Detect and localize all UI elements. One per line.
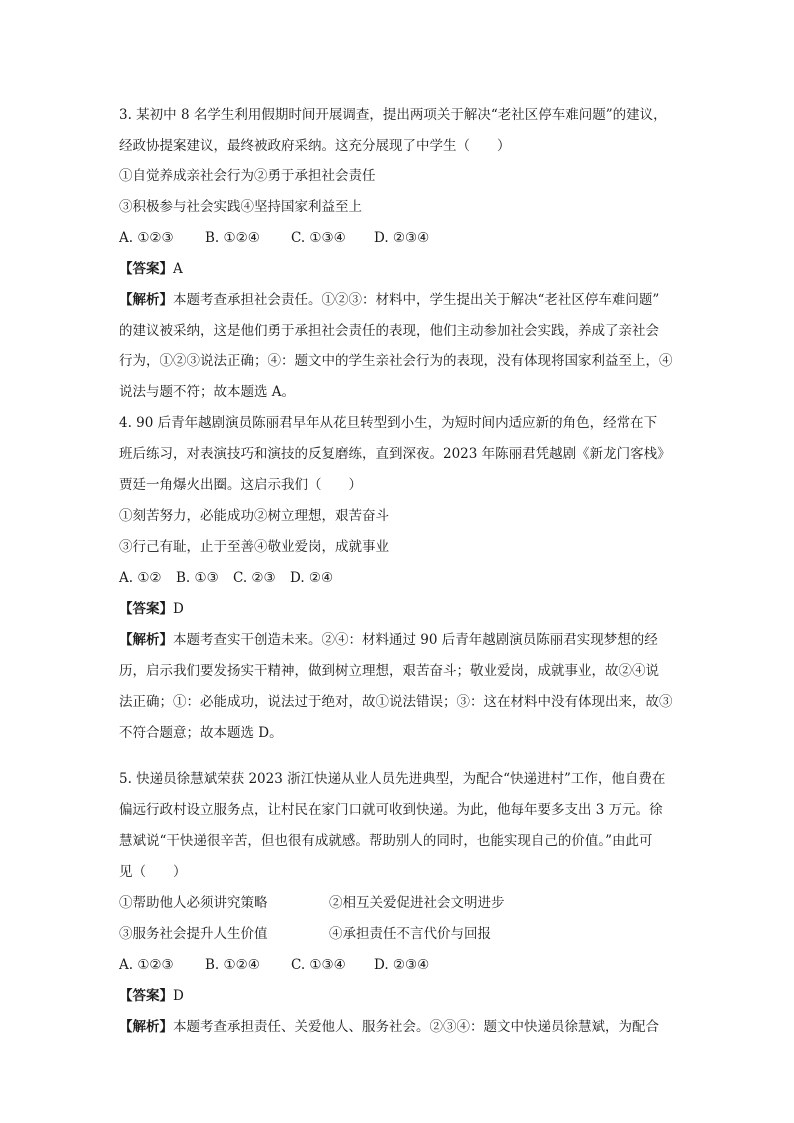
q5-choices	[119, 955, 429, 975]
q5-option-1: ①帮助他人必须讲究策略	[119, 895, 268, 911]
q3-option-line-2: ③积极参与社会实践④坚持国家利益至上	[119, 199, 362, 215]
q5-choice-c: C. ①③④	[291, 957, 346, 973]
q5-option-2: ②相互关爱促进社会文明进步	[329, 895, 505, 911]
q3-choices	[119, 228, 429, 248]
q4-analysis-line-1	[119, 630, 658, 650]
q4-answer	[119, 599, 184, 619]
q3-analysis-line-1	[119, 290, 659, 310]
q4-stem-line-1: 4. 90 后青年越剧演员陈丽君早年从花旦转型到小生，为短时间内适应新的角色，经常在下	[119, 415, 658, 431]
q5-stem-line-2: 偏远行政村设立服务点，让村民在家门口就可收到快递。为此，他每年要多支出 3 万元。徐	[119, 802, 663, 818]
q4-stem-line-3: 贾廷一角爆火出圈。这启示我们（ ）	[119, 477, 362, 493]
q4-answer-label: 【答案】	[119, 601, 173, 617]
q5-analysis-text-1: 本题考查承担责任、关爱他人、服务社会。②③④：题文中快递员徐慧斌，为配合	[173, 1019, 659, 1035]
q3-option-line-1: ①自觉养成亲社会行为②勇于承担社会责任	[119, 168, 376, 184]
q5-option-row-2	[119, 924, 491, 944]
q5-option-4: ④承担责任不言代价与回报	[329, 926, 491, 942]
q5-stem-line-3: 慧斌说“干快递很辛苦，但也很有成就感。帮助别人的同时，也能实现自己的价值。”由此可	[119, 833, 653, 849]
q4-choice-b: B. ①③	[176, 570, 219, 586]
q4-analysis-line-4: 不符合题意；故本题选 D。	[119, 725, 283, 741]
q3-answer-label: 【答案】	[119, 261, 173, 277]
q3-choice-b: B. ①②④	[205, 230, 260, 246]
q3-analysis-line-4: 说法与题不符；故本题选 A。	[119, 384, 296, 400]
q3-stem-line-1: 3. 某初中 8 名学生利用假期时间开展调查，提出两项关于解决“老社区停车难问题”的建议，	[119, 107, 667, 123]
q3-analysis-text-1: 本题考查承担社会责任。①②③：材料中，学生提出关于解决“老社区停车难问题”	[173, 292, 660, 308]
q5-stem-line-4: 见（ ）	[119, 864, 187, 880]
q4-analysis-line-3: 法正确；①：必能成功，说法过于绝对，故①说法错误；③：这在材料中没有体现出来，故③	[119, 694, 673, 710]
q5-answer-label: 【答案】	[119, 988, 173, 1004]
q3-analysis-line-3: 行为，①②③说法正确；④：题文中的学生亲社会行为的表现，没有体现将国家利益至上，④	[119, 353, 673, 369]
q5-stem-line-1: 5. 快递员徐慧斌荣获 2023 浙江快递从业人员先进典型，为配合“快递进村”工作，他自费在	[119, 771, 666, 787]
q4-choice-a: A. ①②	[119, 570, 162, 586]
q3-stem-line-2: 经政协提案建议，最终被政府采纳。这充分展现了中学生（ ）	[119, 138, 511, 154]
q3-choice-a: A. ①②③	[119, 230, 174, 246]
q3-answer	[119, 259, 183, 279]
q5-option-3: ③服务社会提升人生价值	[119, 926, 268, 942]
q5-analysis-line-1	[119, 1017, 659, 1037]
q4-option-line-2: ③行己有耻，止于至善④敬业爱岗，成就事业	[119, 539, 389, 555]
q5-choice-b: B. ①②④	[205, 957, 260, 973]
q5-answer	[119, 986, 184, 1006]
q3-choice-d: D. ②③④	[374, 230, 430, 246]
q4-choice-c: C. ②③	[233, 570, 276, 586]
q4-analysis-text-1: 本题考查实干创造未来。②④：材料通过 90 后青年越剧演员陈丽君实现梦想的经	[173, 632, 658, 648]
q3-analysis-line-2: 的建议被采纳，这是他们勇于承担社会责任的表现，他们主动参加社会实践，养成了亲社会	[119, 323, 659, 339]
q4-analysis-line-2: 历，启示我们要发扬实干精神，做到树立理想，艰苦奋斗；敬业爱岗，成就事业，故②④说	[119, 663, 659, 679]
q4-answer-value: D	[173, 601, 184, 617]
q3-answer-value: A	[173, 261, 183, 277]
q5-choice-d: D. ②③④	[374, 957, 430, 973]
q3-analysis-label: 【解析】	[119, 292, 173, 308]
q3-choice-c: C. ①③④	[291, 230, 346, 246]
q5-analysis-label: 【解析】	[119, 1019, 173, 1035]
q5-choice-a: A. ①②③	[119, 957, 174, 973]
q5-answer-value: D	[173, 988, 184, 1004]
q4-choices	[119, 568, 333, 588]
q4-choice-d: D. ②④	[290, 570, 334, 586]
q4-stem-line-2: 班后练习，对表演技巧和演技的反复磨练，直到深夜。2023 年陈丽君凭越剧《新龙门客栈》	[119, 446, 671, 462]
q5-option-row-1	[119, 893, 505, 913]
q4-analysis-label: 【解析】	[119, 632, 173, 648]
q4-option-line-1: ①刻苦努力，必能成功②树立理想，艰苦奋斗	[119, 508, 389, 524]
